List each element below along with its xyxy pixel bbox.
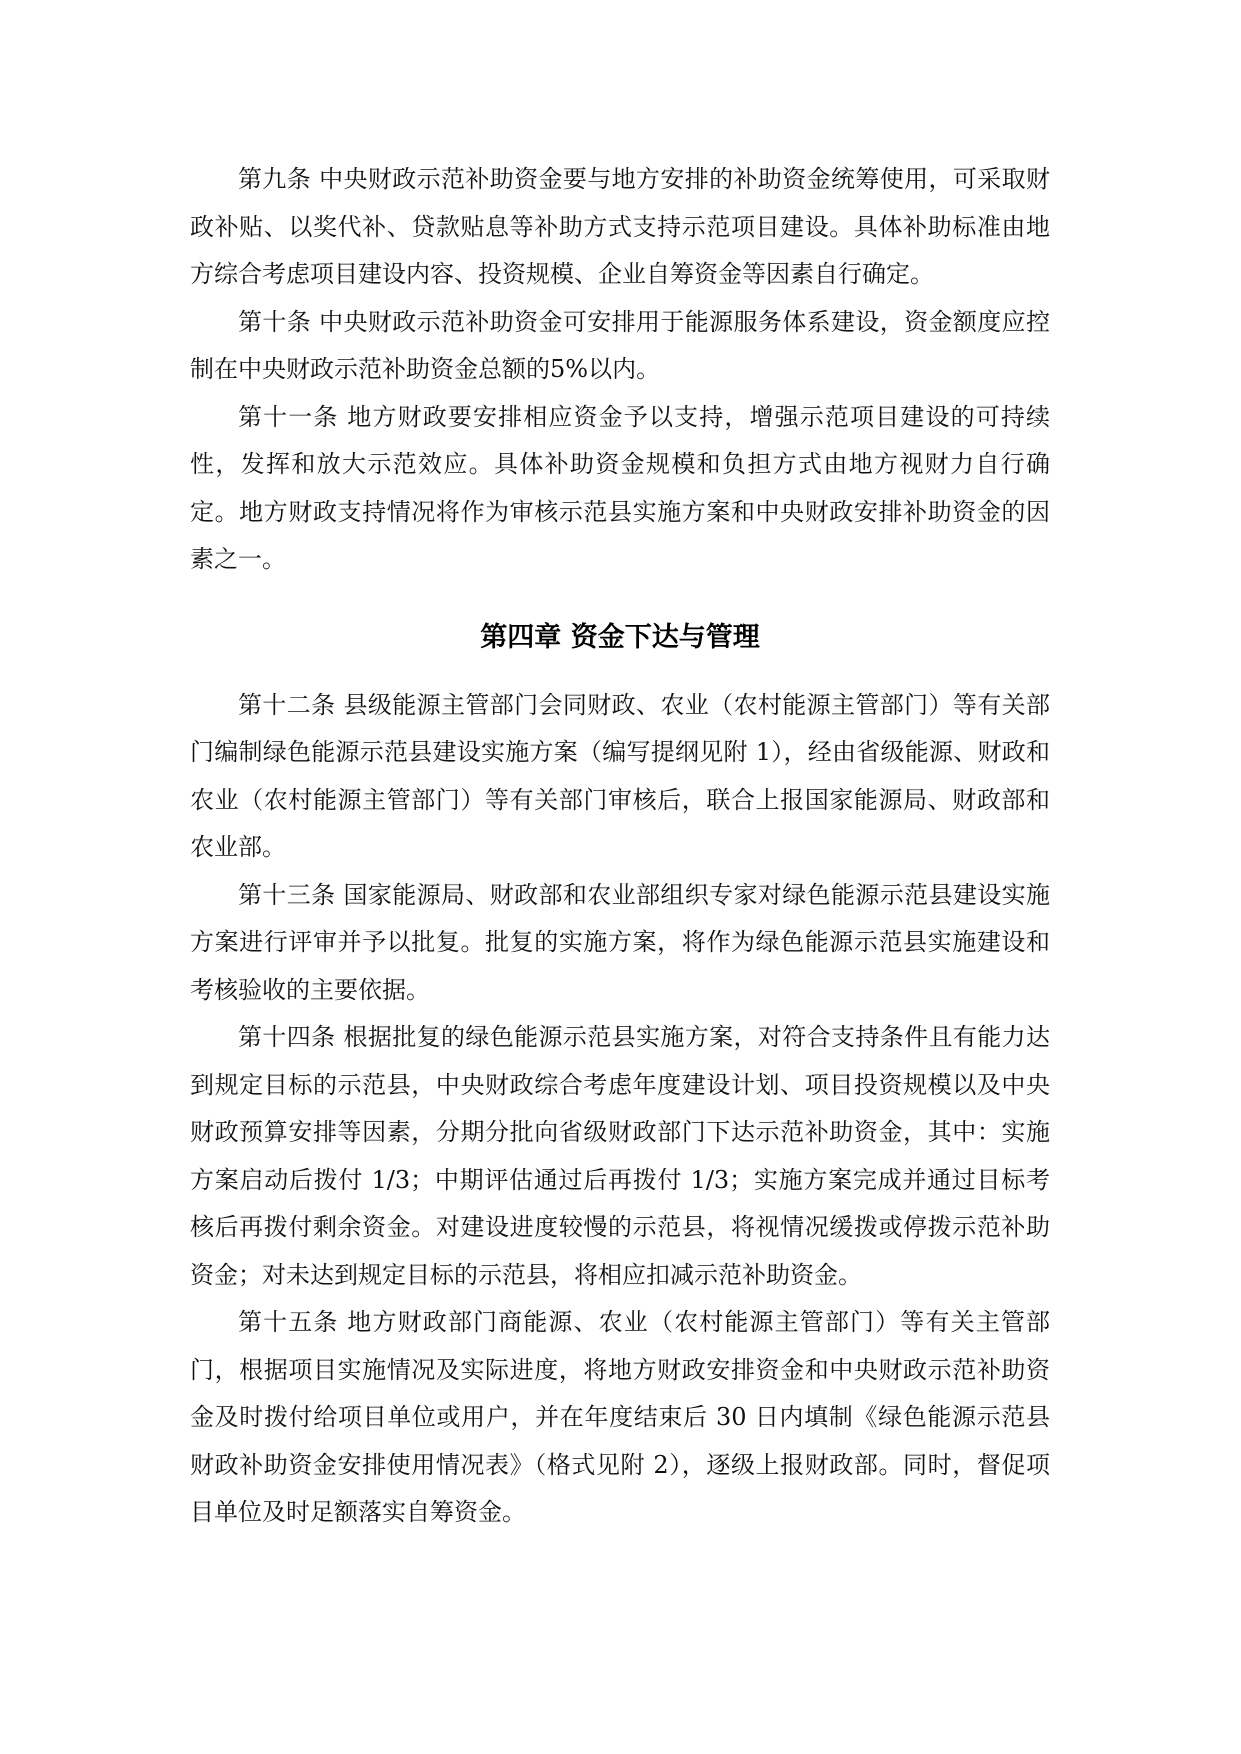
article-10: 第十条 中央财政示范补助资金可安排用于能源服务体系建设，资金额度应控制在中央财政示范补助资金总额的5%以内。 [190, 307, 1050, 383]
article-14: 第十四条 根据批复的绿色能源示范县实施方案，对符合支持条件且有能力达到规定目标的示范县，中央财政综合考虑年度建设计划、项目投资规模以及中央财政预算安排等因素，分期分批向省级财政部门下达示范补助资金，其中：实施方案启动后拨付 1/3；中期评估通过后再拨付 1/3；实施方案完成并通过目标考核后再拨付剩余资金。对建设进度较慢的示范县，将视情况缓拨或停拨示范补助资金；对未达到规定目标的示范县，将相应扣减示范补助资金。 [190, 1023, 1050, 1289]
article-15: 第十五条 地方财政部门商能源、农业（农村能源主管部门）等有关主管部门，根据项目实施情况及实际进度，将地方财政安排资金和中央财政示范补助资金及时拨付给项目单位或用户，并在年度结束后 30 日内填制《绿色能源示范县财政补助资金安排使用情况表》（格式见附 2），逐级上报财政部。同时，督促项目单位及时足额落实自筹资金。 [190, 1308, 1050, 1526]
document-body [190, 156, 1050, 1537]
chapter-title: 第四章 资金下达与管理 [480, 621, 760, 653]
article-12: 第十二条 县级能源主管部门会同财政、农业（农村能源主管部门）等有关部门编制绿色能源示范县建设实施方案（编写提纲见附 1），经由省级能源、财政和农业（农村能源主管部门）等有关部门审核后，联合上报国家能源局、财政部和农业部。 [190, 690, 1050, 861]
article-9: 第九条 中央财政示范补助资金要与地方安排的补助资金统筹使用，可采取财政补贴、以奖代补、贷款贴息等补助方式支持示范项目建设。具体补助标准由地方综合考虑项目建设内容、投资规模、企业自筹资金等因素自行确定。 [190, 165, 1050, 288]
article-11: 第十一条 地方财政要安排相应资金予以支持，增强示范项目建设的可持续性，发挥和放大示范效应。具体补助资金规模和负担方式由地方视财力自行确定。地方财政支持情况将作为审核示范县实施方案和中央财政安排补助资金的因素之一。 [190, 402, 1050, 573]
article-13: 第十三条 国家能源局、财政部和农业部组织专家对绿色能源示范县建设实施方案进行评审并予以批复。批复的实施方案，将作为绿色能源示范县实施建设和考核验收的主要依据。 [190, 880, 1050, 1004]
